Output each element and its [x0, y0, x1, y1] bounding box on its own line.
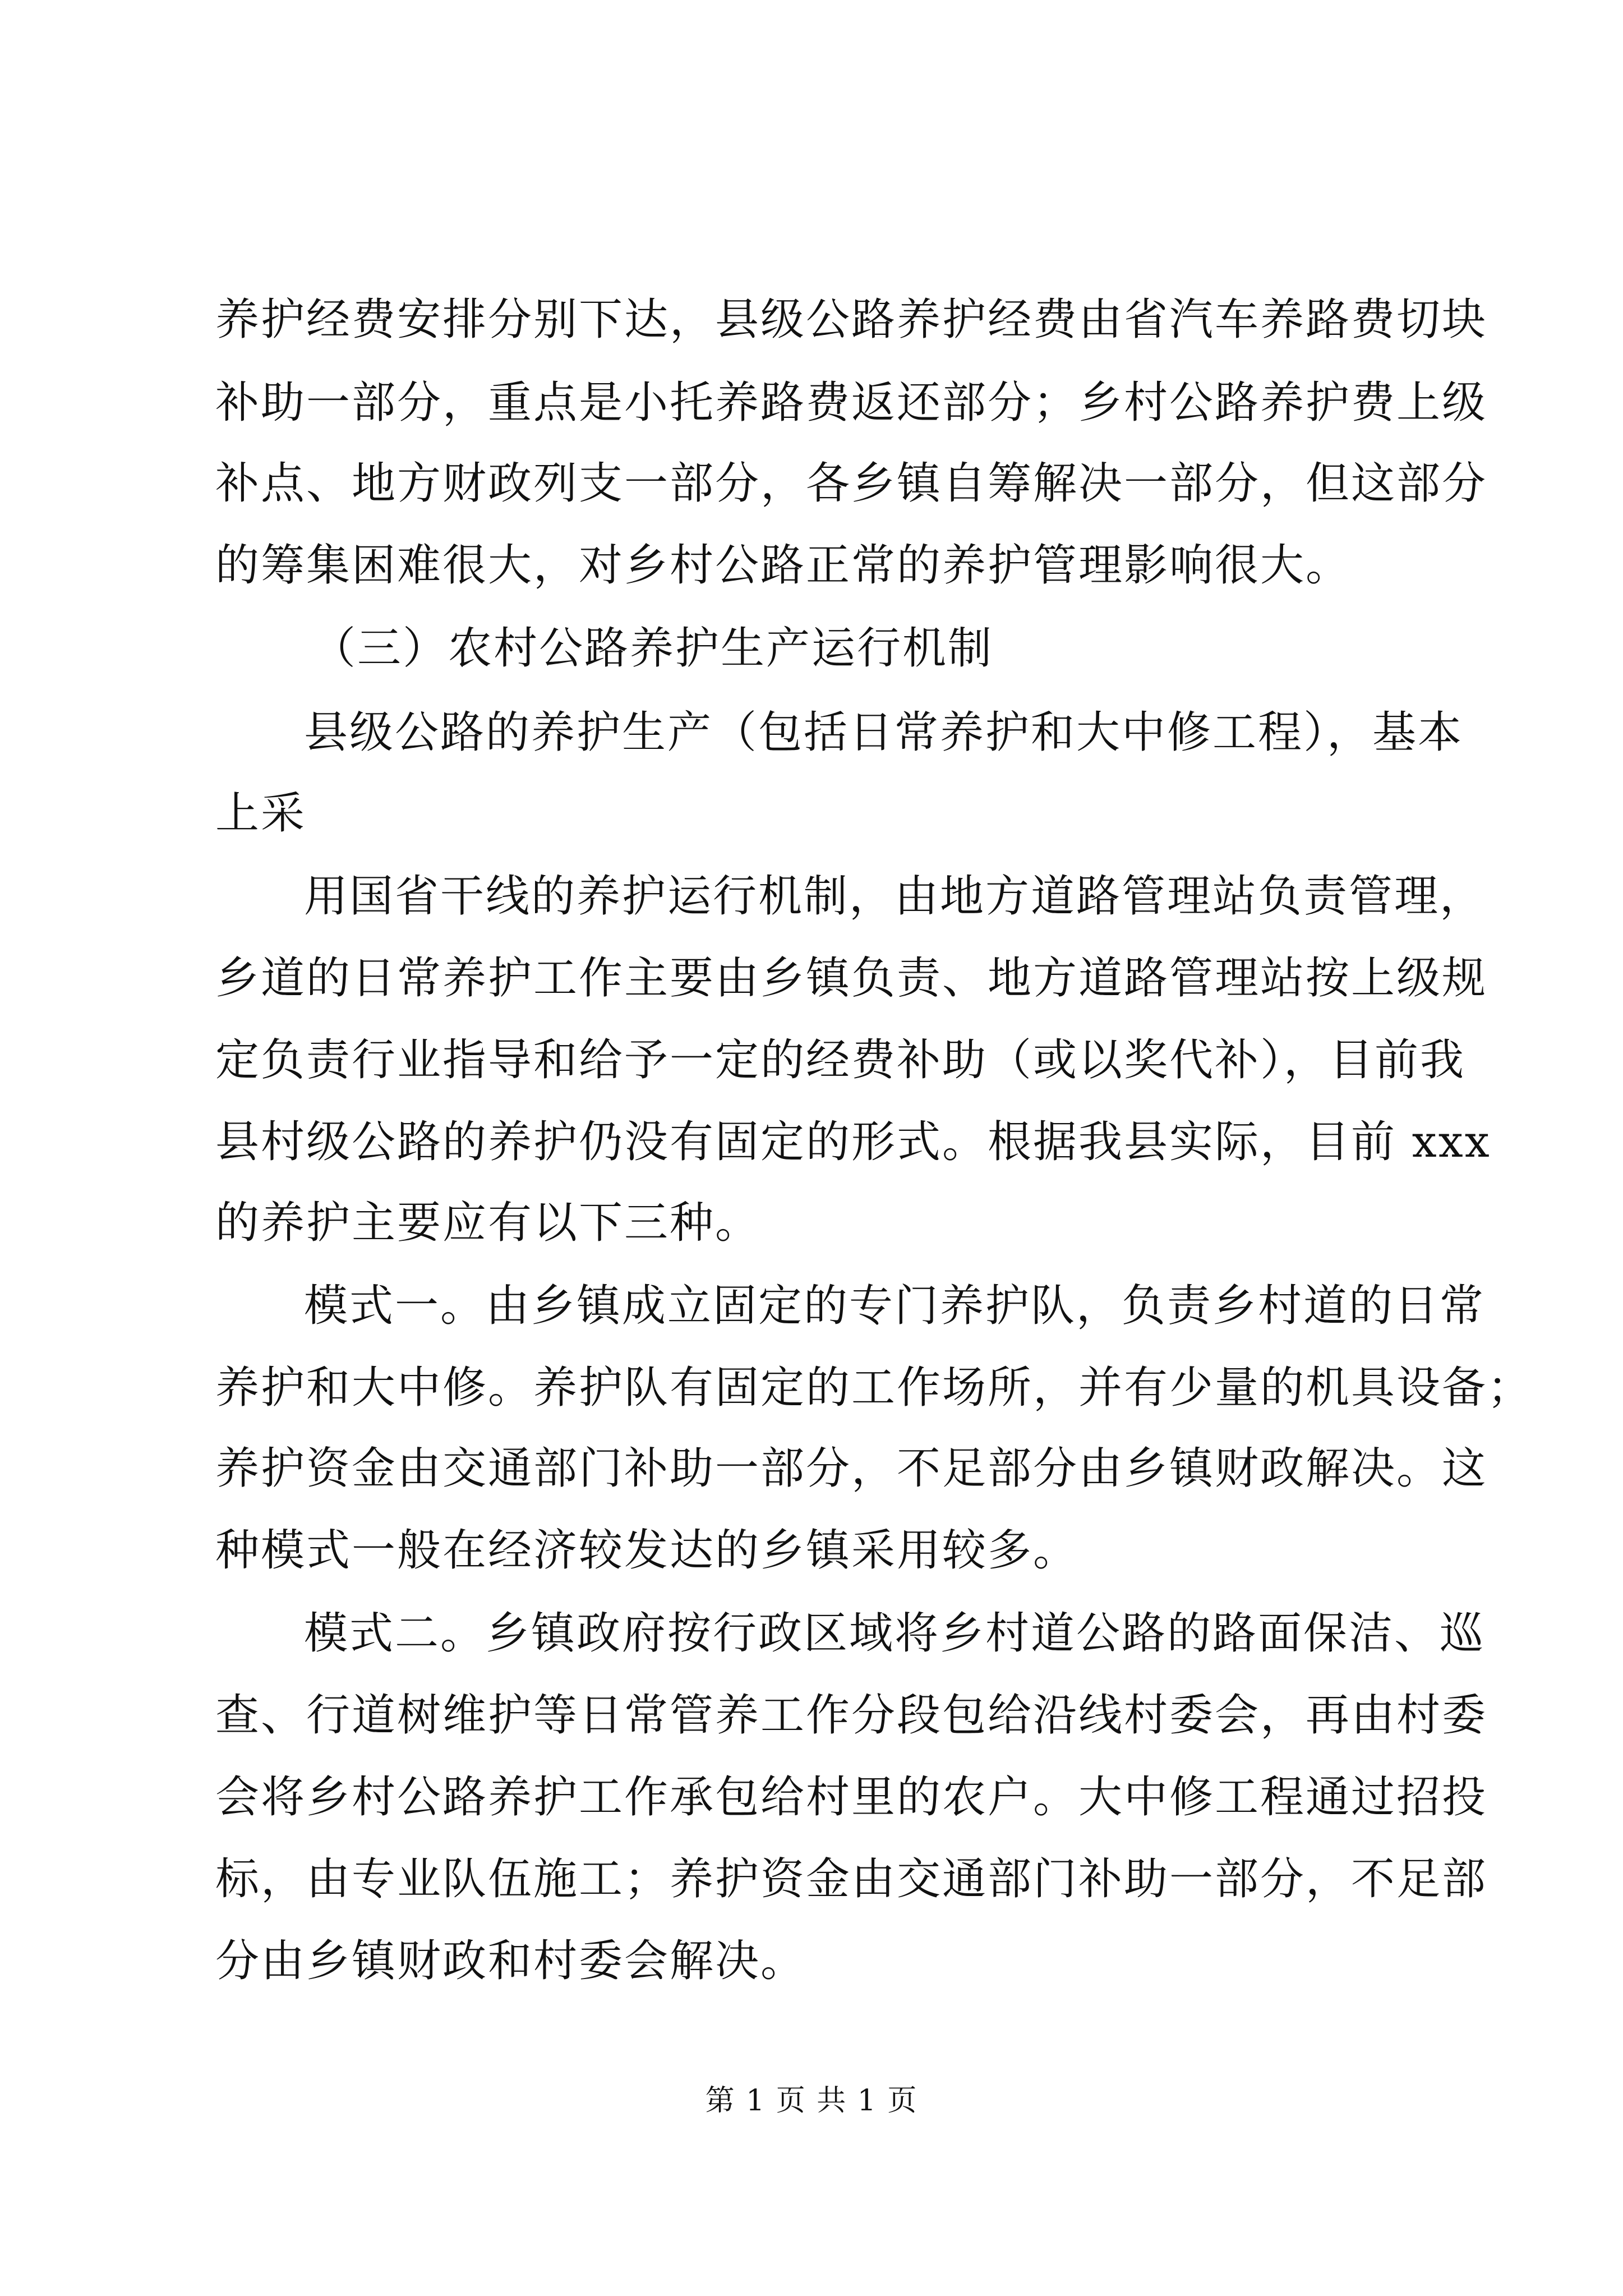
paragraph-first-line: 县级公路的养护生产（包括日常养护和大中修工程），基本 [304, 707, 1464, 758]
body-line: 补点、地方财政列支一部分，各乡镇自筹解决一部分，但这部分 [215, 458, 1488, 509]
body-line: 分由乡镇财政和村委会解决。 [215, 1936, 806, 1986]
body-line: 会将乡村公路养护工作承包给村里的农户。大中修工程通过招投 [215, 1772, 1488, 1823]
body-line: 县村级公路的养护仍没有固定的形式。根据我县实际，目前 xxx [215, 1117, 1491, 1167]
body-line: 养护和大中修。养护队有固定的工作场所，并有少量的机具设备； [215, 1363, 1533, 1413]
body-line: 补助一部分，重点是小托养路费返还部分；乡村公路养护费上级 [215, 378, 1488, 428]
paragraph-first-line: 模式一。由乡镇成立固定的专门养护队，负责乡村道的日常 [304, 1281, 1486, 1331]
body-line: 种模式一般在经济较发达的乡镇采用较多。 [215, 1525, 1079, 1576]
body-line: 的养护主要应有以下三种。 [215, 1198, 761, 1248]
body-line: 上采 [215, 788, 307, 839]
page-footer: 第 1 页 共 1 页 [705, 2084, 918, 2118]
paragraph-first-line: 模式二。乡镇政府按行政区域将乡村道公路的路面保洁、巡 [304, 1608, 1486, 1659]
body-line: 标，由专业队伍施工；养护资金由交通部门补助一部分，不足部 [215, 1854, 1488, 1904]
body-line: 乡道的日常养护工作主要由乡镇负责、地方道路管理站按上级规 [215, 953, 1488, 1004]
body-line: 的筹集困难很大，对乡村公路正常的养护管理影响很大。 [215, 540, 1352, 591]
body-line: 养护资金由交通部门补助一部分，不足部分由乡镇财政解决。这 [215, 1443, 1488, 1494]
section-heading: （三）农村公路养护生产运行机制 [312, 623, 994, 674]
body-line: 定负责行业指导和给予一定的经费补助（或以奖代补），目前我 [215, 1035, 1466, 1085]
paragraph-first-line: 用国省干线的养护运行机制，由地方道路管理站负责管理， [304, 871, 1486, 922]
body-line: 养护经费安排分别下达，县级公路养护经费由省汽车养路费切块 [215, 295, 1488, 345]
body-line: 查、行道树维护等日常管养工作分段包给沿线村委会，再由村委 [215, 1690, 1488, 1741]
